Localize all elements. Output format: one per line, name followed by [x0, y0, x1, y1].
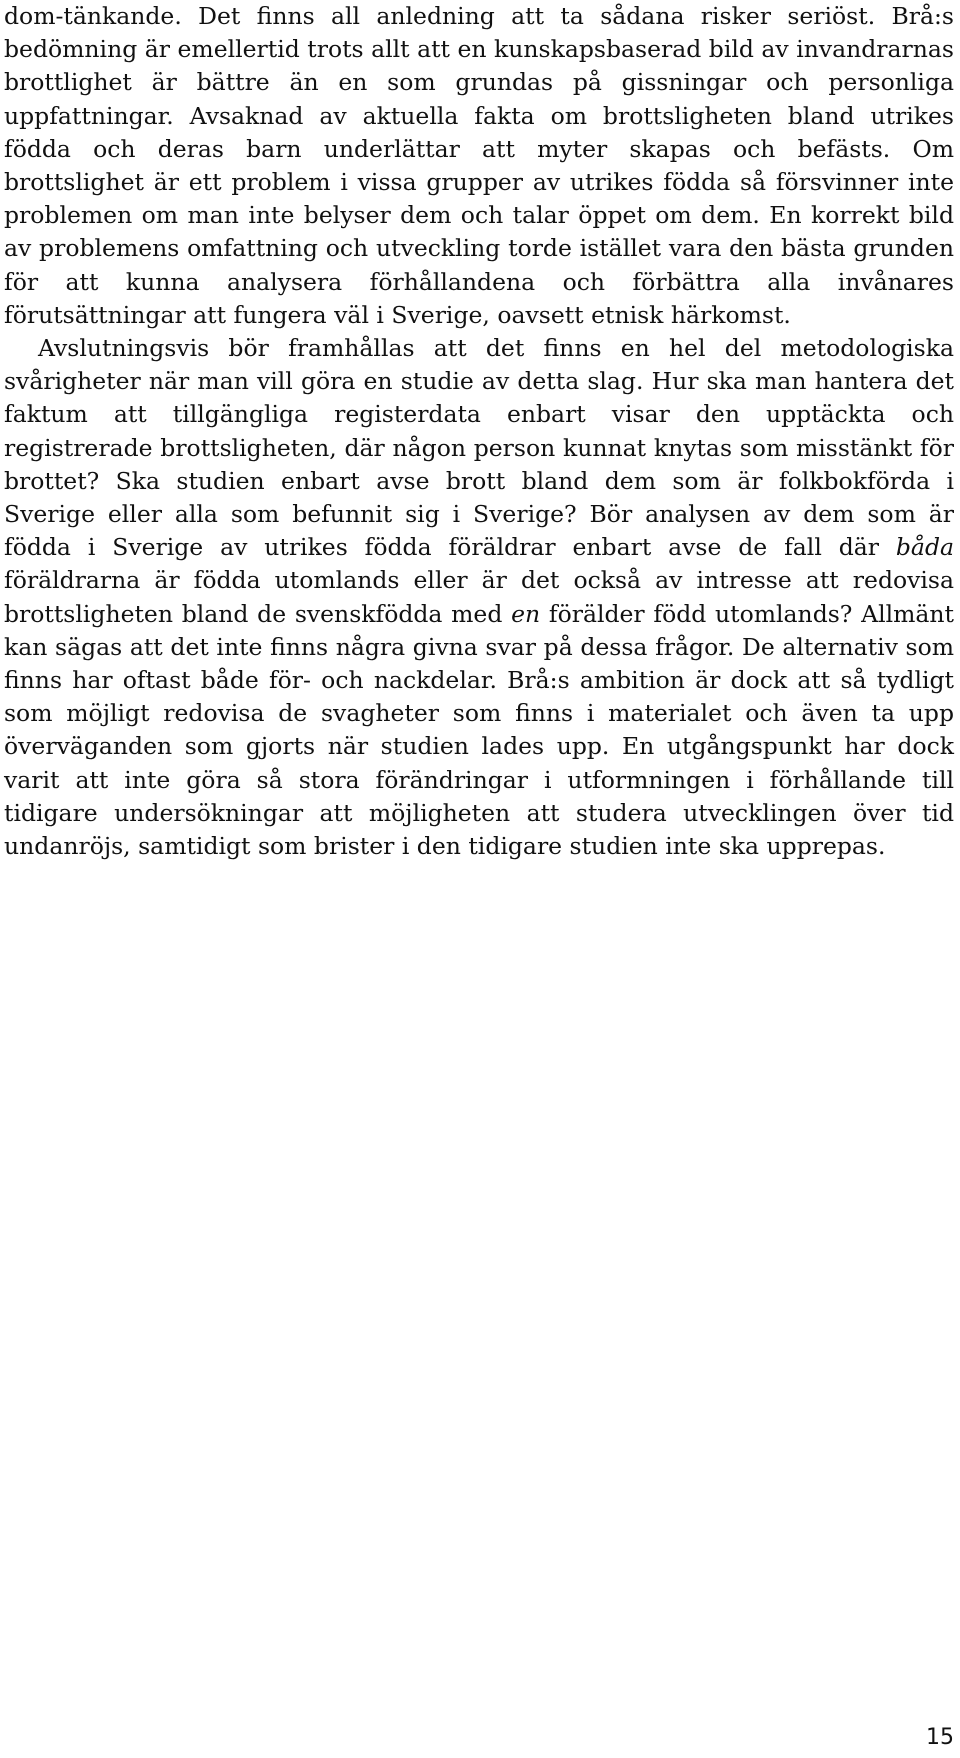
- page-number: 15: [926, 1725, 954, 1750]
- paragraph: [4, 0, 954, 332]
- paragraph: [4, 332, 954, 863]
- paragraph-text: dom-tänkande. Det finns all anledning att ta sådana risker seriöst. Brå:s bedömning är emellertid trots allt att en kunskapsbaserad bild av invandrarnas brottlighet är bättre än en som grundas på gissningar och personliga uppfattningar. Avsaknad av aktuella fakta om brottsligheten bland utrikes födda och deras barn underlättar att myter skapas och befästs. Om brottslighet är ett problem i vissa grupper av utrikes födda så försvinner inte problemen om man inte belyser dem och talar öppet om dem. En korrekt bild av problemens omfattning och utveckling torde istället vara den bästa grunden för att kunna analysera förhållandena och förbättra alla invånares förutsättningar att fungera väl i Sverige, oavsett etnisk härkomst.: [4, 2, 954, 329]
- paragraph-text: Avslutningsvis bör framhållas att det finns en hel del metodologiska svårigheter när man vill göra en studie av detta slag. Hur ska man hantera det faktum att tillgängliga registerdata enbart visar den upptäckta och registrerade brottsligheten, där någon person kunnat knytas som misstänkt för brottet? Ska studien enbart avse brott bland dem som är folkbokförda i Sverige eller alla som befunnit sig i Sverige? Bör analysen av dem som är födda i Sverige av utrikes födda föräldrar enbart avse de fall där: [4, 334, 954, 562]
- paragraph-text: förälder född utomlands? Allmänt kan sägas att det inte finns några givna svar på dessa frågor. De alternativ som finns har oftast både för- och nackdelar. Brå:s ambition är dock att så tydligt som möjligt redovisa de svagheter som finns i materialet och även ta upp överväganden som gjorts när studien lades upp. En utgångspunkt har dock varit att inte göra så stora förändringar i utformningen i förhållande till tidigare undersökningar att möjligheten att studera utvecklingen över tid undanröjs, samtidigt som brister i den tidigare studien inte ska upprepas.: [4, 599, 954, 861]
- emphasis-text: båda: [895, 533, 954, 562]
- paragraph-text: föräldrarna är födda utomlands eller är det också av intresse att redovisa brottsligheten bland de svenskfödda med: [4, 566, 954, 628]
- body-text: [4, 0, 954, 863]
- emphasis-text: en: [511, 599, 541, 628]
